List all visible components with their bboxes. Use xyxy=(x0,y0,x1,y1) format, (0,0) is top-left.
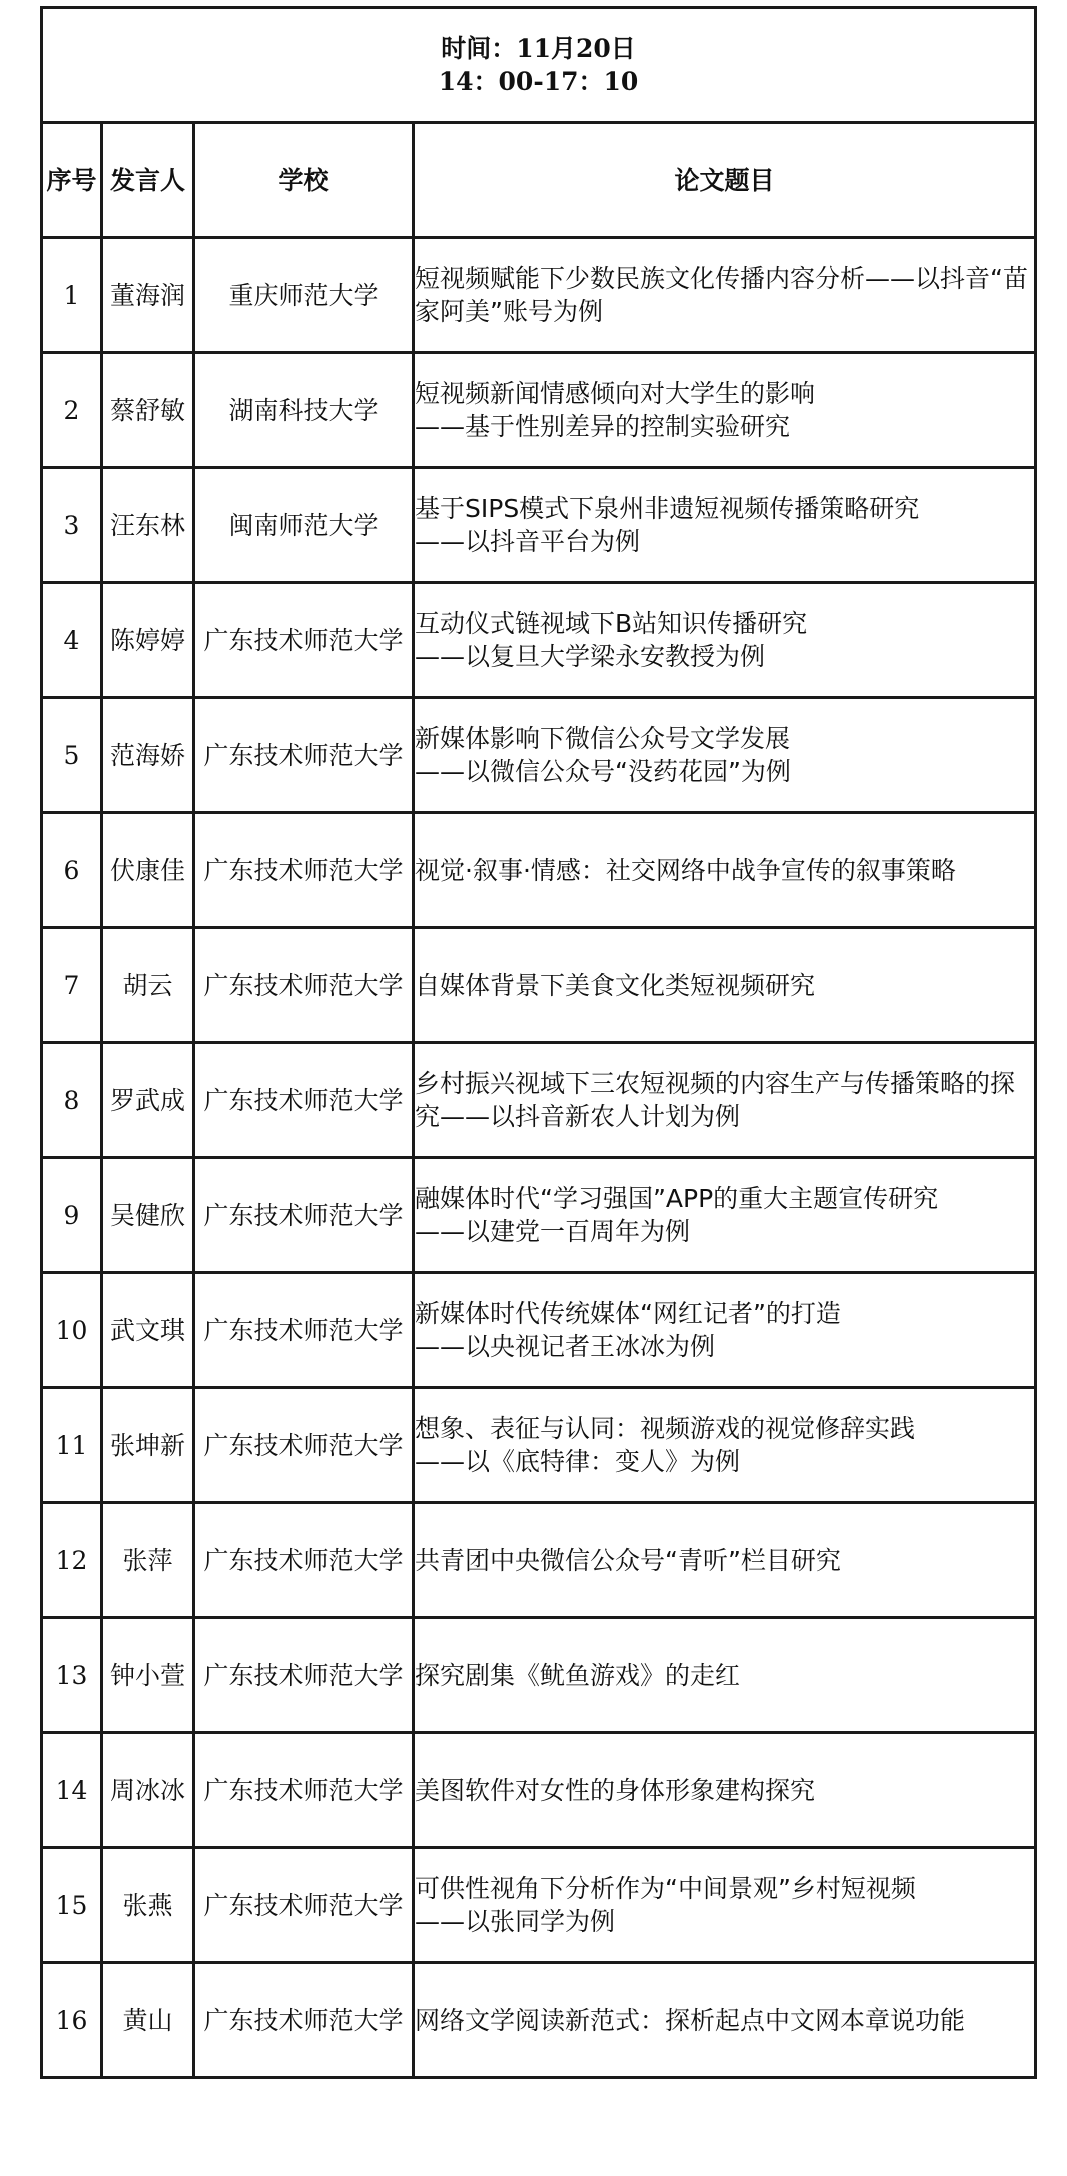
table-row xyxy=(42,583,1036,698)
paper-title: 新媒体影响下微信公众号文学发展 ——以微信公众号“没药花园”为例 xyxy=(414,698,1036,813)
paper-title: 想象、表征与认同：视频游戏的视觉修辞实践 ——以《底特律：变人》为例 xyxy=(414,1388,1036,1503)
speaker-name: 钟小萱 xyxy=(102,1618,194,1733)
row-number: 11 xyxy=(42,1388,102,1503)
speaker-name: 范海娇 xyxy=(102,698,194,813)
speaker-name: 张燕 xyxy=(102,1848,194,1963)
paper-title: 融媒体时代“学习强国”APP的重大主题宣传研究 ——以建党一百周年为例 xyxy=(414,1158,1036,1273)
speaker-name: 汪东林 xyxy=(102,468,194,583)
speaker-name: 伏康佳 xyxy=(102,813,194,928)
row-number: 1 xyxy=(42,238,102,353)
table-row xyxy=(42,813,1036,928)
speaker-name: 武文琪 xyxy=(102,1273,194,1388)
table-row xyxy=(42,1273,1036,1388)
table-row xyxy=(42,468,1036,583)
table-row xyxy=(42,1618,1036,1733)
speaker-name: 董海润 xyxy=(102,238,194,353)
paper-title: 网络文学阅读新范式：探析起点中文网本章说功能 xyxy=(414,1963,1036,2078)
table-row xyxy=(42,928,1036,1043)
row-number: 10 xyxy=(42,1273,102,1388)
paper-title: 短视频赋能下少数民族文化传播内容分析——以抖音“苗家阿美”账号为例 xyxy=(414,238,1036,353)
paper-title: 新媒体时代传统媒体“网红记者”的打造 ——以央视记者王冰冰为例 xyxy=(414,1273,1036,1388)
school-name: 广东技术师范大学 xyxy=(194,928,414,1043)
school-name: 湖南科技大学 xyxy=(194,353,414,468)
paper-title: 短视频新闻情感倾向对大学生的影响 ——基于性别差异的控制实验研究 xyxy=(414,353,1036,468)
schedule-table xyxy=(40,6,1037,2079)
school-name: 广东技术师范大学 xyxy=(194,1848,414,1963)
table-row xyxy=(42,353,1036,468)
school-name: 广东技术师范大学 xyxy=(194,583,414,698)
paper-title: 探究剧集《鱿鱼游戏》的走红 xyxy=(414,1618,1036,1733)
time-banner-row xyxy=(42,8,1036,123)
speaker-name: 黄山 xyxy=(102,1963,194,2078)
row-number: 9 xyxy=(42,1158,102,1273)
paper-title: 基于SIPS模式下泉州非遗短视频传播策略研究 ——以抖音平台为例 xyxy=(414,468,1036,583)
school-name: 广东技术师范大学 xyxy=(194,1388,414,1503)
school-name: 广东技术师范大学 xyxy=(194,1273,414,1388)
column-header-number: 序号 xyxy=(42,123,102,238)
table-row xyxy=(42,1963,1036,2078)
paper-title: 乡村振兴视域下三农短视频的内容生产与传播策略的探究——以抖音新农人计划为例 xyxy=(414,1043,1036,1158)
speaker-name: 胡云 xyxy=(102,928,194,1043)
table-row xyxy=(42,1388,1036,1503)
table-row xyxy=(42,1848,1036,1963)
table-row xyxy=(42,1043,1036,1158)
row-number: 4 xyxy=(42,583,102,698)
paper-title: 美图软件对女性的身体形象建构探究 xyxy=(414,1733,1036,1848)
speaker-name: 罗武成 xyxy=(102,1043,194,1158)
session-time-range: 14：00-17：10 xyxy=(438,67,639,96)
school-name: 广东技术师范大学 xyxy=(194,1158,414,1273)
table-row xyxy=(42,1158,1036,1273)
row-number: 7 xyxy=(42,928,102,1043)
time-banner xyxy=(42,8,1036,123)
school-name: 重庆师范大学 xyxy=(194,238,414,353)
row-number: 12 xyxy=(42,1503,102,1618)
school-name: 广东技术师范大学 xyxy=(194,1618,414,1733)
table-row xyxy=(42,1503,1036,1618)
row-number: 14 xyxy=(42,1733,102,1848)
table-row xyxy=(42,238,1036,353)
school-name: 广东技术师范大学 xyxy=(194,813,414,928)
school-name: 广东技术师范大学 xyxy=(194,1043,414,1158)
speaker-name: 陈婷婷 xyxy=(102,583,194,698)
speaker-name: 吴健欣 xyxy=(102,1158,194,1273)
row-number: 6 xyxy=(42,813,102,928)
speaker-name: 张坤新 xyxy=(102,1388,194,1503)
speaker-name: 周冰冰 xyxy=(102,1733,194,1848)
speaker-name: 张萍 xyxy=(102,1503,194,1618)
row-number: 13 xyxy=(42,1618,102,1733)
paper-title: 视觉·叙事·情感：社交网络中战争宣传的叙事策略 xyxy=(414,813,1036,928)
table-row xyxy=(42,1733,1036,1848)
row-number: 3 xyxy=(42,468,102,583)
column-header-school: 学校 xyxy=(194,123,414,238)
session-date: 时间：11月20日 xyxy=(441,34,636,63)
paper-title: 共青团中央微信公众号“青听”栏目研究 xyxy=(414,1503,1036,1618)
row-number: 2 xyxy=(42,353,102,468)
school-name: 广东技术师范大学 xyxy=(194,698,414,813)
row-number: 16 xyxy=(42,1963,102,2078)
school-name: 广东技术师范大学 xyxy=(194,1733,414,1848)
row-number: 15 xyxy=(42,1848,102,1963)
speaker-name: 蔡舒敏 xyxy=(102,353,194,468)
row-number: 5 xyxy=(42,698,102,813)
column-header-title: 论文题目 xyxy=(414,123,1036,238)
paper-title: 可供性视角下分析作为“中间景观”乡村短视频 ——以张同学为例 xyxy=(414,1848,1036,1963)
paper-title: 自媒体背景下美食文化类短视频研究 xyxy=(414,928,1036,1043)
paper-title: 互动仪式链视域下B站知识传播研究 ——以复旦大学梁永安教授为例 xyxy=(414,583,1036,698)
column-header-row xyxy=(42,123,1036,238)
table-row xyxy=(42,698,1036,813)
school-name: 广东技术师范大学 xyxy=(194,1503,414,1618)
school-name: 闽南师范大学 xyxy=(194,468,414,583)
column-header-speaker: 发言人 xyxy=(102,123,194,238)
school-name: 广东技术师范大学 xyxy=(194,1963,414,2078)
row-number: 8 xyxy=(42,1043,102,1158)
